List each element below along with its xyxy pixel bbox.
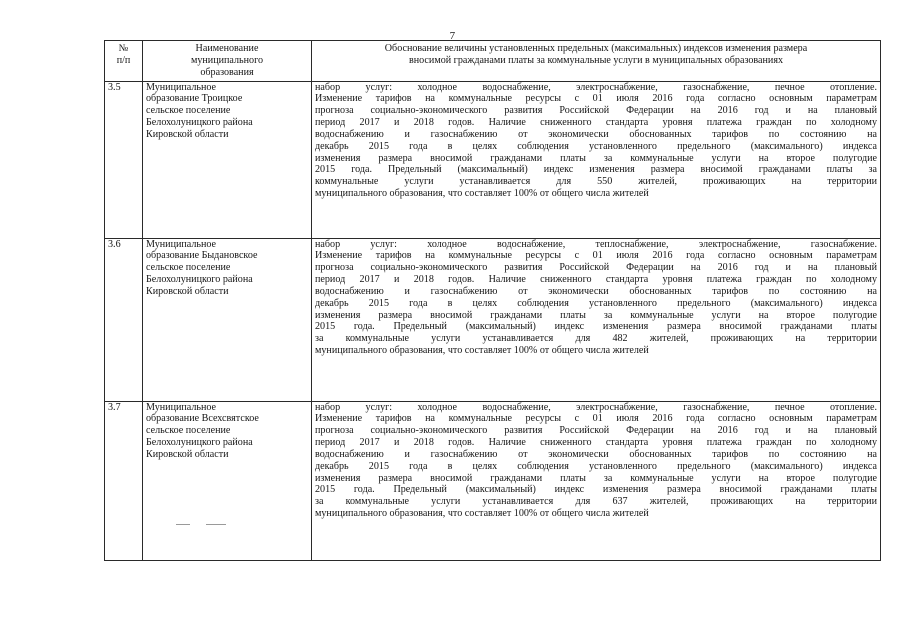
basis-text-line: Изменение тарифов на коммунальные ресурсы с 01 июля 2016 года согласно основным параметрам — [315, 250, 877, 262]
basis-text-line: декабрь 2015 года в целях соблюдения установленного предельного (максимального) индекса — [315, 460, 877, 472]
basis-text-line: 2015 года. Предельный (максимальный) индекс изменения размера вносимой гражданами платы — [315, 484, 877, 496]
municipality-name-line: Муниципальное — [146, 81, 217, 93]
basis-text — [312, 238, 881, 401]
header-row — [105, 41, 881, 82]
basis-text-line: Изменение тарифов на коммунальные ресурсы с 01 июля 2016 года согласно основным параметрам — [315, 93, 877, 105]
basis-text-line: набор услуг: холодное водоснабжение, электроснабжение, газоснабжение, печное отопление. — [315, 81, 877, 93]
basis-text-line: водоснабжению и газоснабжению от экономически обоснованных тарифов по состоянию на — [315, 285, 877, 297]
basis-text-line: водоснабжению и газоснабжению от экономически обоснованных тарифов по состоянию на — [315, 448, 877, 460]
basis-text — [312, 81, 881, 238]
header-name-column — [143, 41, 312, 82]
header-number-column — [105, 41, 143, 82]
basis-text-line: Изменение тарифов на коммунальные ресурсы с 01 июля 2016 года согласно основным параметрам — [315, 413, 877, 425]
municipality-name-line: Кировской области — [146, 285, 229, 297]
header-name-line: Наименование — [195, 43, 259, 54]
basis-text-line: декабрь 2015 года в целях соблюдения установленного предельного (максимального) индекса — [315, 140, 877, 152]
table-body — [105, 81, 881, 560]
municipality-name-line: сельское поселение — [146, 105, 231, 117]
municipality-name-line: сельское поселение — [146, 425, 231, 437]
header-basis-line: вносимой гражданами платы за коммунальные услуги в муниципальных образованиях — [408, 54, 784, 66]
basis-text-line: коммунальные услуги устанавливается для 550 жителей, проживающих на территории — [315, 176, 877, 188]
header-basis-line: Обоснование величины установленных предельных (максимальных) индексов изменения размера — [384, 43, 808, 54]
scan-artifact — [206, 524, 226, 525]
basis-text-line: 2015 года. Предельный (максимальный) индекс изменения размера вносимой гражданами платы за — [315, 164, 877, 176]
basis-text-line: муниципального образования, что составляет 100% от общего числа жителей — [315, 345, 649, 357]
basis-text-line: прогноза социально-экономического развития Российской Федерации на 2016 год и на плановый — [315, 262, 877, 274]
header-number-line: п/п — [116, 54, 131, 66]
municipality-name-line: Белохолуницкого района — [146, 437, 253, 449]
table-row — [105, 401, 881, 560]
basis-text-line: прогноза социально-экономического развития Российской Федерации на 2016 год и на плановый — [315, 425, 877, 437]
basis-text-line: набор услуг: холодное водоснабжение, теплоснабжение, электроснабжение, газоснабжение. — [315, 238, 877, 250]
municipality-name-line: сельское поселение — [146, 262, 231, 274]
basis-text-line: за коммунальные услуги устанавливается для 482 жителей, проживающих на территории — [315, 333, 877, 345]
header-name-line: образования — [200, 66, 254, 78]
header-name-line: муниципального — [190, 54, 264, 66]
municipality-name-line: Кировской области — [146, 128, 229, 140]
municipality-name-line: Муниципальное — [146, 238, 217, 250]
municipality-name-line: Муниципальное — [146, 401, 217, 413]
basis-text-line: водоснабжению и газоснабжению от экономически обоснованных тарифов по состоянию на — [315, 128, 877, 140]
row-number: 3.6 — [105, 238, 143, 401]
municipality-name-line: образование Троицкое — [146, 93, 243, 105]
basis-text-line: изменения размера вносимой гражданами платы за коммунальные услуги на второе полугодие — [315, 309, 877, 321]
basis-text-line: декабрь 2015 года в целях соблюдения установленного предельного (максимального) индекса — [315, 297, 877, 309]
basis-text-line: период 2017 и 2018 годов. Наличие сниженного стандарта уровня платежа граждан по холодному — [315, 274, 877, 286]
scan-artifact — [176, 524, 190, 525]
municipality-name — [143, 81, 312, 238]
municipality-name-line: образование Быдановское — [146, 250, 258, 262]
page-number: 7 — [449, 30, 456, 42]
municipality-name-line: Белохолуницкого района — [146, 274, 253, 286]
basis-text-line: набор услуг: холодное водоснабжение, электроснабжение, газоснабжение, печное отопление. — [315, 401, 877, 413]
header-basis-column — [312, 41, 881, 82]
row-number: 3.7 — [105, 401, 143, 560]
table-row — [105, 238, 881, 401]
basis-text-line: период 2017 и 2018 годов. Наличие сниженного стандарта уровня платежа граждан по холодному — [315, 437, 877, 449]
basis-text-line: изменения размера вносимой гражданами платы за коммунальные услуги на второе полугодие — [315, 472, 877, 484]
basis-text-line: изменения размера вносимой гражданами платы за коммунальные услуги на второе полугодие — [315, 152, 877, 164]
municipality-name — [143, 401, 312, 560]
table-header — [105, 41, 881, 82]
header-number-line: № — [118, 43, 129, 54]
tariff-index-table — [104, 40, 881, 561]
municipality-name-line: образование Всехсвятское — [146, 413, 259, 425]
municipality-name-line: Белохолуницкого района — [146, 117, 253, 129]
basis-text-line: муниципального образования, что составляет 100% от общего числа жителей — [315, 508, 649, 520]
basis-text-line: муниципального образования, что составляет 100% от общего числа жителей — [315, 188, 649, 200]
row-number: 3.5 — [105, 81, 143, 238]
municipality-name — [143, 238, 312, 401]
basis-text — [312, 401, 881, 560]
basis-text-line: за коммунальные услуги устанавливается для 637 жителей, проживающих на территории — [315, 496, 877, 508]
basis-text-line: 2015 года. Предельный (максимальный) индекс изменения размера вносимой гражданами платы — [315, 321, 877, 333]
basis-text-line: период 2017 и 2018 годов. Наличие сниженного стандарта уровня платежа граждан по холодному — [315, 117, 877, 129]
table-row — [105, 81, 881, 238]
basis-text-line: прогноза социально-экономического развития Российской Федерации на 2016 год и на плановый — [315, 105, 877, 117]
municipality-name-line: Кировской области — [146, 448, 229, 460]
